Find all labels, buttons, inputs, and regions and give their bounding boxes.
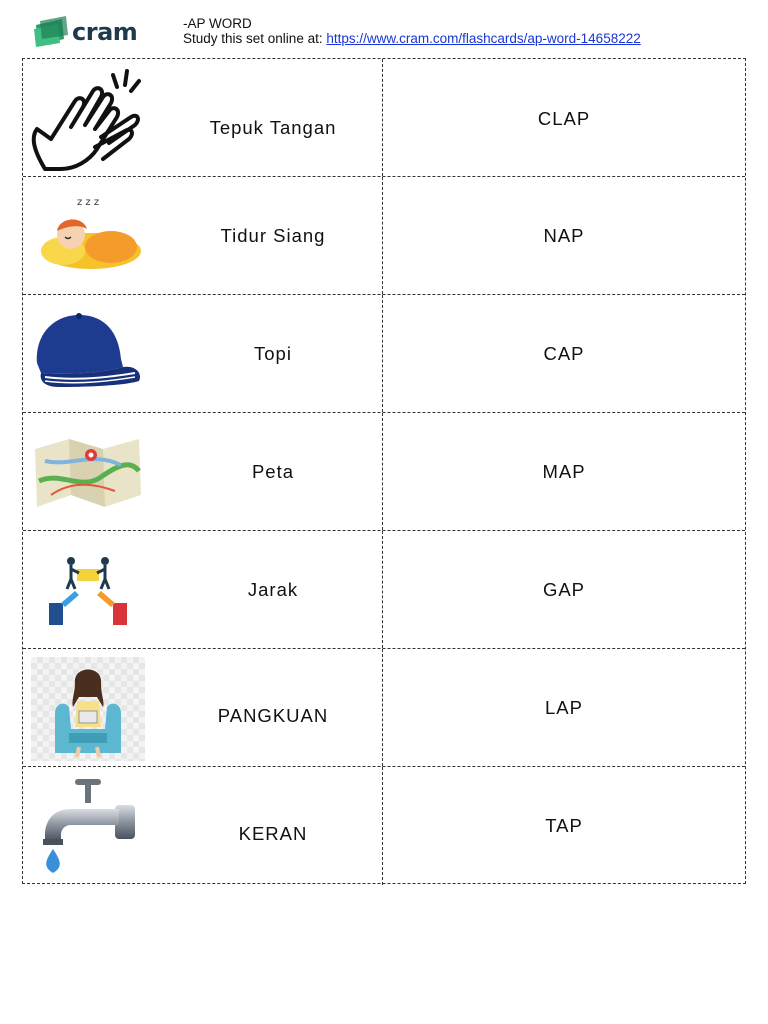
card-term: Peta <box>251 461 295 482</box>
study-link[interactable]: https://www.cram.com/flashcards/ap-word-14658222 <box>326 31 641 46</box>
card-definition: LAP <box>545 697 583 718</box>
clapping-hands-icon <box>31 67 145 171</box>
sleeping-child-icon <box>31 185 145 289</box>
cram-logo[interactable] <box>32 14 142 50</box>
card-definition: NAP <box>543 225 585 246</box>
card-definition: MAP <box>542 461 586 482</box>
card-term: Topi <box>254 343 292 364</box>
set-title: -AP WORD <box>183 16 252 31</box>
baseball-cap-icon <box>31 303 145 407</box>
woman-with-laptop-icon <box>31 657 145 761</box>
cram-logo-icon <box>32 15 70 49</box>
card-definition: CLAP <box>537 108 591 129</box>
card-row <box>23 649 745 767</box>
card-definition: CAP <box>543 343 585 364</box>
svg-text:z z z: z z z <box>77 197 100 208</box>
set-info <box>183 16 641 46</box>
card-row <box>23 413 745 531</box>
people-bridging-gap-icon <box>31 539 145 643</box>
card-term: Jarak <box>247 579 299 600</box>
card-row <box>23 295 745 413</box>
card-definition: TAP <box>545 815 583 836</box>
card-row <box>23 531 745 649</box>
study-line <box>183 31 641 46</box>
card-term: Tepuk Tangan <box>209 117 337 138</box>
card-row <box>23 177 745 295</box>
water-faucet-icon <box>31 775 145 879</box>
logo-text: cram <box>72 18 138 46</box>
card-definition: GAP <box>542 579 586 600</box>
card-term: KERAN <box>238 823 308 844</box>
study-prefix: Study this set online at: <box>183 31 327 46</box>
card-row <box>23 767 745 885</box>
card-term: Tidur Siang <box>220 225 326 246</box>
card-row <box>23 59 745 177</box>
page-header <box>0 0 768 56</box>
folded-map-icon <box>31 421 145 525</box>
card-term: PANGKUAN <box>217 705 329 726</box>
flashcard-sheet <box>22 58 746 884</box>
